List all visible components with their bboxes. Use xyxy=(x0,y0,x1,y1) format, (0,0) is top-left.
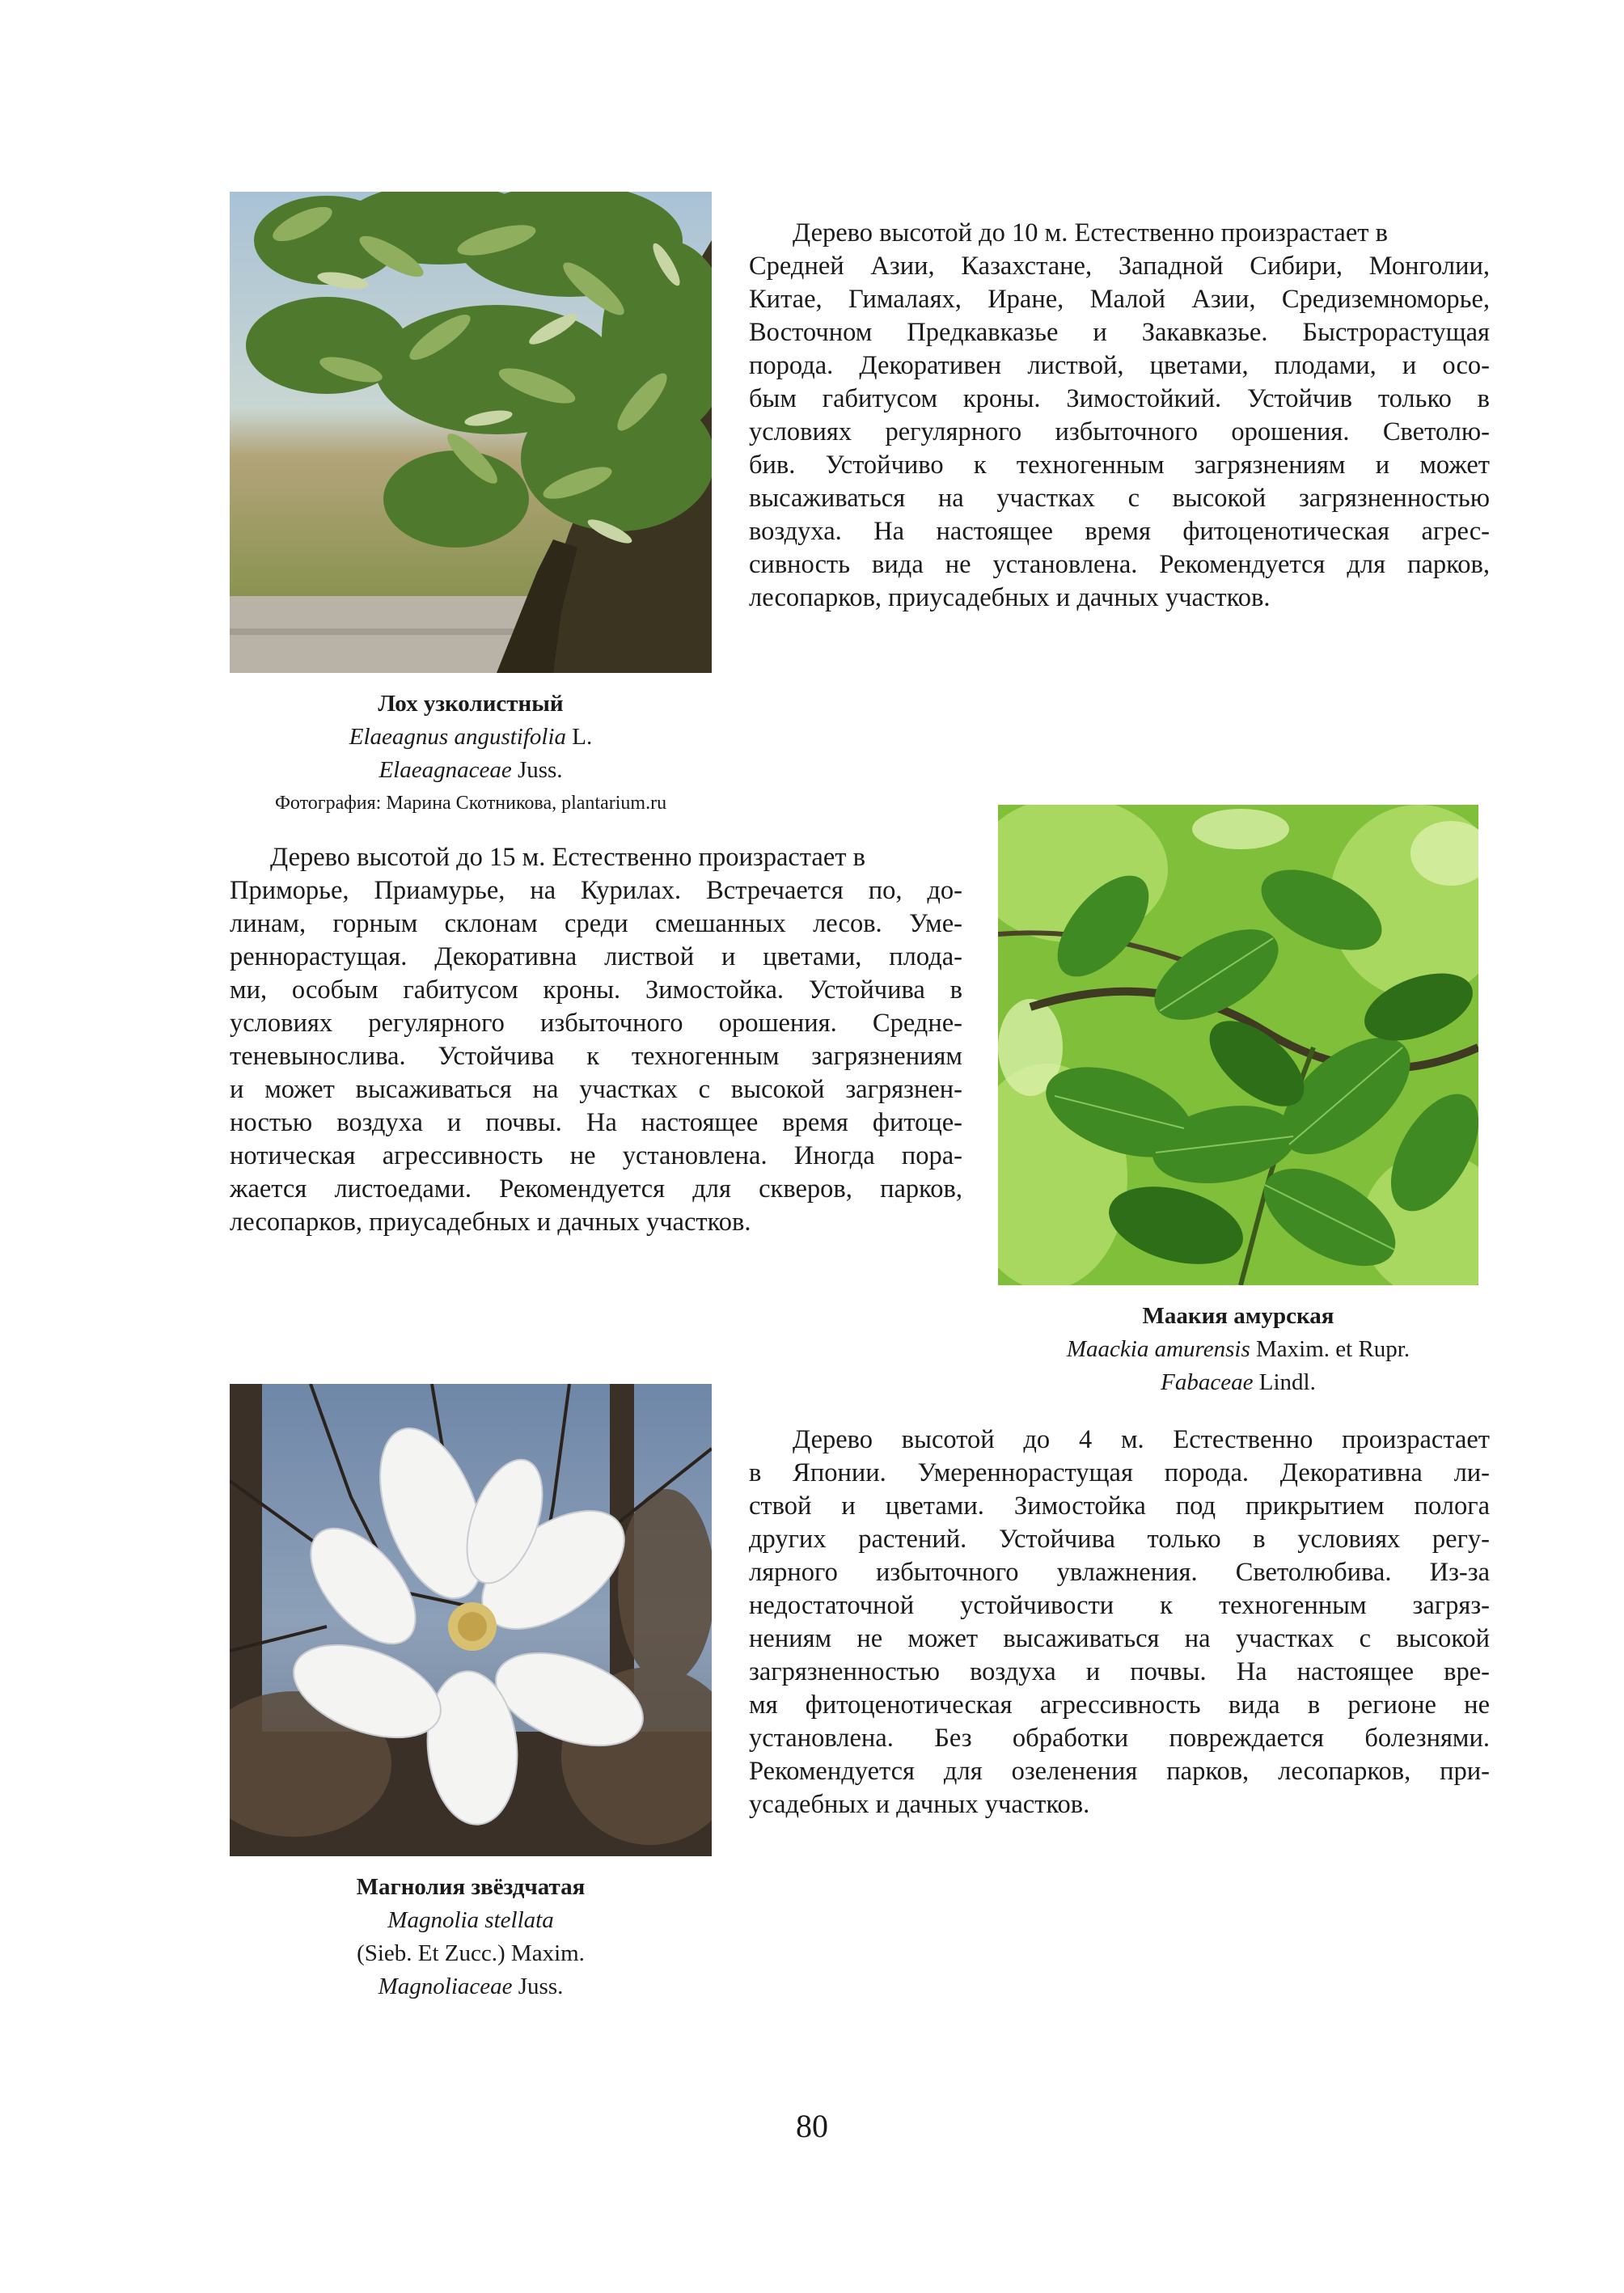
text-line: лесопарков, приусадебных и дачных участков. xyxy=(749,583,1271,612)
text-line: мя фитоценотическая агрессивность вида в регионе не xyxy=(749,1690,1490,1720)
text-line: Средней Азии, Казахстане, Западной Сибири, Монголии, xyxy=(749,252,1490,281)
maackia-photo xyxy=(998,805,1478,1285)
maackia-species-author: Maxim. et Rupr. xyxy=(1256,1336,1410,1362)
text-line: недостаточной устойчивости к техногенным загряз- xyxy=(749,1591,1490,1620)
text-line: лесопарков, приусадебных и дачных участков. xyxy=(230,1208,751,1237)
text-line: теневынослива. Устойчива к техногенным загрязнениям xyxy=(230,1042,962,1071)
text-line: сивность вида не установлена. Рекомендуется для парков, xyxy=(749,550,1490,579)
maackia-species: Maackia amurensis xyxy=(1066,1336,1250,1362)
magnolia-species: Magnolia stellata xyxy=(387,1907,554,1933)
text-line: ствой и цветами. Зимостойка под прикрытием полога xyxy=(749,1491,1490,1521)
text-line: в Японии. Умереннорастущая порода. Декоративна ли- xyxy=(749,1458,1490,1487)
text-line: Дерево высотой до 10 м. Естественно произрастает в xyxy=(793,218,1388,247)
magnolia-species-author: (Sieb. Et Zucc.) Maxim. xyxy=(357,1940,585,1966)
text-line: ми, особым габитусом кроны. Зимостойка. Устойчива в xyxy=(230,975,962,1005)
magnolia-caption xyxy=(214,1871,728,2003)
text-line: ностью воздуха и почвы. На настоящее время фитоце- xyxy=(230,1108,962,1137)
magnolia-title: Магнолия звёздчатая xyxy=(356,1874,586,1900)
text-line: жается листоедами. Рекомендуется для скверов, парков, xyxy=(230,1174,962,1204)
text-line: Китае, Гималаях, Иране, Малой Азии, Средиземноморье, xyxy=(749,285,1490,314)
text-line: нениям не может высаживаться на участках с высокой xyxy=(749,1624,1490,1653)
elaeagnus-family-author: Juss. xyxy=(517,757,563,783)
elaeagnus-caption xyxy=(214,687,728,819)
magnolia-family-name: Magnoliaceae xyxy=(378,1974,513,1999)
text-line: линам, горным склонам среди смешанных лесов. Уме- xyxy=(230,909,962,938)
text-line: усадебных и дачных участков. xyxy=(749,1790,1090,1819)
maackia-title: Маакия амурская xyxy=(1142,1303,1334,1329)
magnolia-family-author: Juss. xyxy=(518,1974,564,1999)
elaeagnus-title: Лох узколистный xyxy=(378,691,564,717)
text-line: Приморье, Приамурье, на Курилах. Встречается по, до- xyxy=(230,876,962,905)
text-line: и может высаживаться на участках с высокой загрязнен- xyxy=(230,1075,962,1104)
text-line: Дерево высотой до 4 м. Естественно произрастает xyxy=(793,1425,1490,1454)
text-line: Рекомендуется для озеленения парков, лесопарков, при- xyxy=(749,1757,1490,1786)
elaeagnus-family xyxy=(214,754,728,787)
text-line: Дерево высотой до 15 м. Естественно произрастает в xyxy=(270,843,865,872)
photo-credit: Фотография: Марина Скотникова, plantarium.ru xyxy=(274,793,667,814)
text-line: Восточном Предкавказье и Закавказье. Быстрорастущая xyxy=(749,318,1490,347)
text-line: воздуха. На настоящее время фитоценотическая агрес- xyxy=(749,517,1490,546)
elaeagnus-species: Elaeagnus angustifolia xyxy=(349,724,567,750)
text-line: порода. Декоративен листвой, цветами, плодами, и осо- xyxy=(749,351,1490,380)
text-line: бив. Устойчиво к техногенным загрязнениям и может xyxy=(749,451,1490,480)
maackia-family-author: Lindl. xyxy=(1258,1369,1316,1395)
elaeagnus-latin-name xyxy=(214,721,728,754)
text-line: нотическая агрессивность не установлена. Иногда пора- xyxy=(230,1141,962,1170)
maackia-family xyxy=(982,1366,1495,1399)
maackia-caption xyxy=(982,1300,1495,1399)
magnolia-photo xyxy=(230,1384,712,1856)
text-line: высаживаться на участках с высокой загрязненностью xyxy=(749,484,1490,513)
text-line: загрязненностью воздуха и почвы. На настоящее вре- xyxy=(749,1657,1490,1686)
elaeagnus-photo xyxy=(230,192,712,673)
maackia-family-name: Fabaceae xyxy=(1161,1369,1254,1395)
maackia-description xyxy=(230,841,962,1239)
elaeagnus-species-author: L. xyxy=(572,724,593,750)
magnolia-family xyxy=(214,1970,728,2003)
elaeagnus-description xyxy=(749,217,1490,615)
text-line: лярного избыточного увлажнения. Светолюбива. Из-за xyxy=(749,1558,1490,1587)
text-line: установлена. Без обработки повреждается болезнями. xyxy=(749,1724,1490,1753)
text-line: реннорастущая. Декоративна листвой и цветами, плода- xyxy=(230,942,962,971)
text-line: бым габитусом кроны. Зимостойкий. Устойчив только в xyxy=(749,384,1490,413)
magnolia-description xyxy=(749,1424,1490,1821)
text-line: условиях регулярного избыточного орошения. Средне- xyxy=(230,1009,962,1038)
text-line: других растений. Устойчива только в условиях регу- xyxy=(749,1525,1490,1554)
maackia-latin-name xyxy=(982,1333,1495,1366)
text-line: условиях регулярного избыточного орошения. Светолю- xyxy=(749,417,1490,446)
elaeagnus-family-name: Elaeagnaceae xyxy=(379,757,512,783)
page-number: 80 xyxy=(796,2108,828,2144)
